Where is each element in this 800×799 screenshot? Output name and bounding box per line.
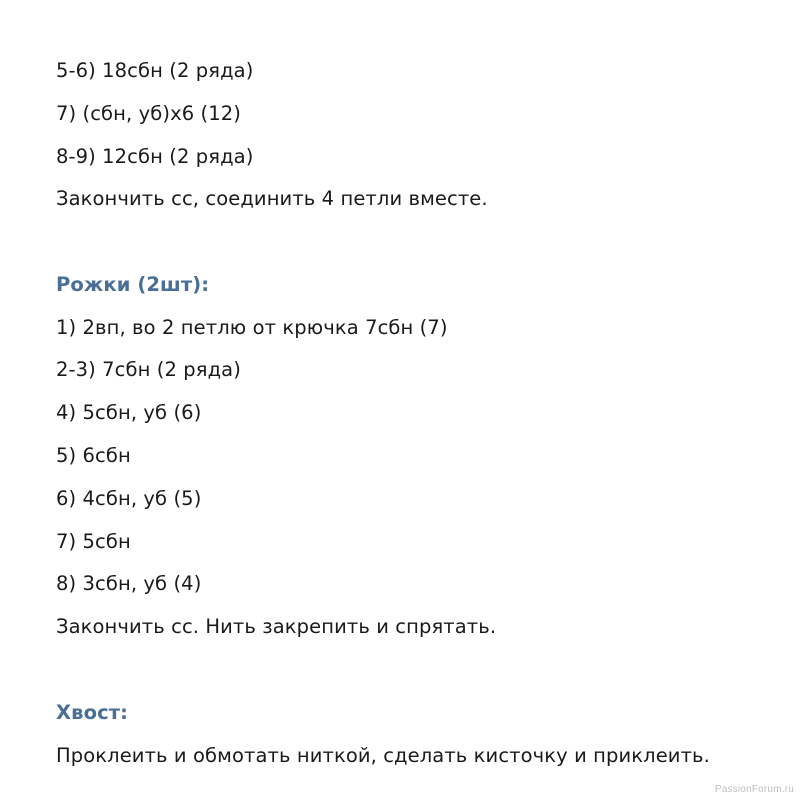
horns-finish-instruction: Закончить сс. Нить закрепить и спрятать. <box>56 615 497 638</box>
horns-row-1: 1) 2вп, во 2 петлю от крючка 7сбн (7) <box>56 316 448 339</box>
horns-row-8: 8) 3сбн, уб (4) <box>56 572 202 595</box>
pattern-row-8-9: 8-9) 12сбн (2 ряда) <box>56 145 254 168</box>
pattern-finish-instruction: Закончить сс, соединить 4 петли вместе. <box>56 187 488 210</box>
pattern-row-5-6: 5-6) 18сбн (2 ряда) <box>56 59 254 82</box>
horns-row-2-3: 2-3) 7сбн (2 ряда) <box>56 358 241 381</box>
section-heading-horns: Рожки (2шт): <box>56 273 210 296</box>
tail-instruction: Проклеить и обмотать ниткой, сделать кисточку и приклеить. <box>56 744 710 767</box>
horns-row-5: 5) 6сбн <box>56 444 131 467</box>
horns-row-4: 4) 5сбн, уб (6) <box>56 401 202 424</box>
watermark: PassionForum.ru <box>714 784 794 795</box>
pattern-row-7: 7) (сбн, уб)х6 (12) <box>56 102 241 125</box>
horns-row-6: 6) 4сбн, уб (5) <box>56 487 202 510</box>
horns-row-7: 7) 5сбн <box>56 530 131 553</box>
section-heading-tail: Хвост: <box>56 701 129 724</box>
